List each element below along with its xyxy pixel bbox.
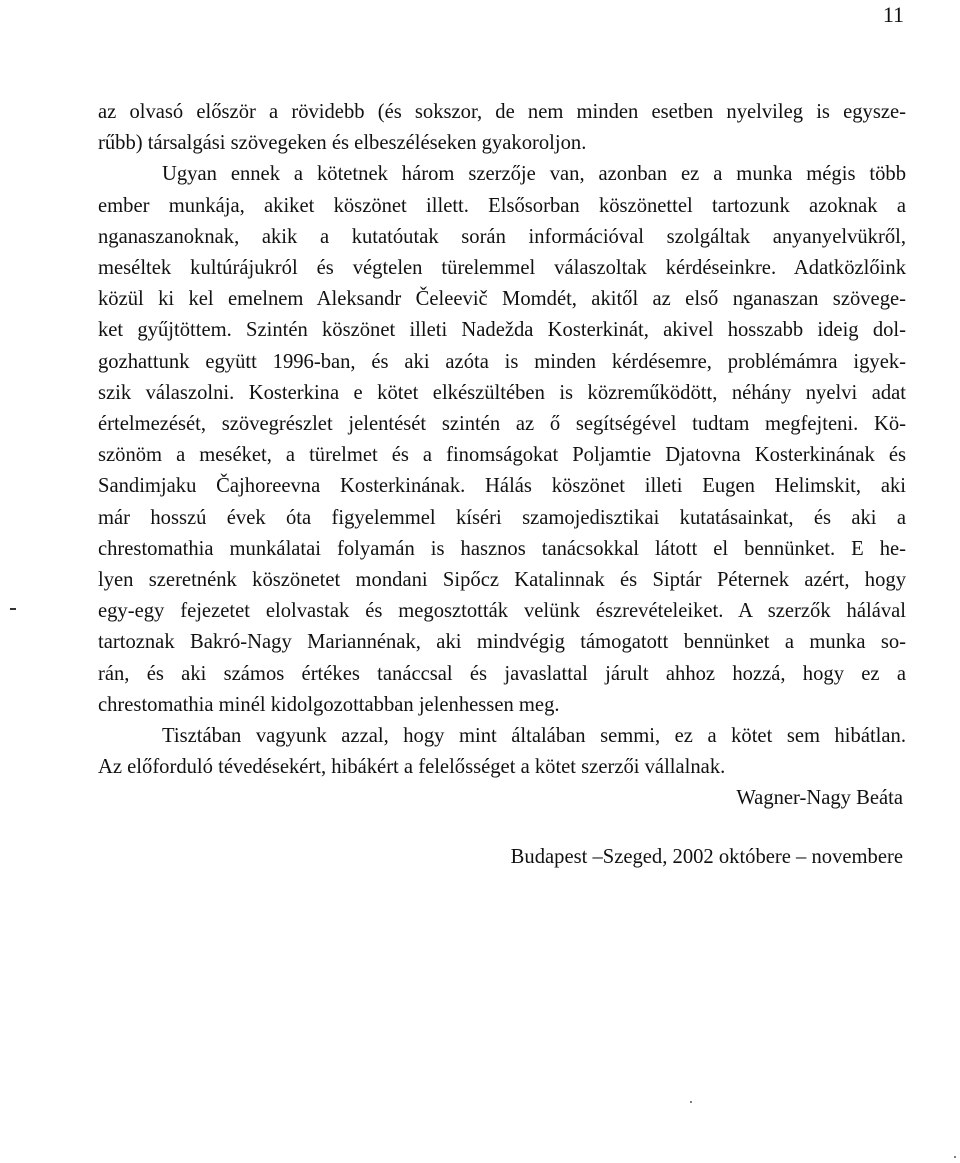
author-signature: Wagner-Nagy Beáta bbox=[736, 787, 903, 809]
text-line: tartoznak Bakró-Nagy Mariannénak, aki mindvégig támogatott bennünket a munka so- bbox=[98, 631, 906, 654]
place-date: Budapest –Szeged, 2002 októbere – novembere bbox=[510, 846, 903, 868]
text-line: ket gyűjtöttem. Szintén köszönet illeti Nadežda Kosterkinát, akivel hosszabb ideig dol- bbox=[98, 319, 906, 342]
text-line: rán, és aki számos értékes tanáccsal és javaslattal járult ahhoz hozzá, hogy ez a bbox=[98, 662, 906, 685]
scan-speck bbox=[954, 1156, 956, 1158]
body-text bbox=[98, 97, 906, 783]
text-line: gozhattunk együtt 1996-ban, és aki azóta is minden kérdésemre, problémámra igyek- bbox=[98, 350, 906, 373]
text-line: egy-egy fejezetet elolvastak és megosztották velünk észrevételeiket. A szerzők hálával bbox=[98, 600, 906, 623]
text-line: már hosszú évek óta figyelemmel kíséri szamojedisztikai kutatásainkat, és aki a bbox=[98, 506, 906, 529]
text-line: Az előforduló tévedésekért, hibákért a felelősséget a kötet szerzői vállalnak. bbox=[98, 756, 726, 779]
scan-speck bbox=[690, 1101, 692, 1103]
text-line: az olvasó először a rövidebb (és sokszor, de nem minden esetben nyelvileg is egysze- bbox=[98, 101, 906, 123]
page-number: 11 bbox=[882, 2, 904, 27]
text-line: értelmezését, szövegrészlet jelentését szintén az ő segítségével tudtam megfejteni. Kö- bbox=[98, 413, 906, 436]
text-line: szik válaszolni. Kosterkina e kötet elkészültében is közreműködött, néhány nyelvi adat bbox=[98, 381, 906, 404]
text-line: közül ki kel emelnem Aleksandr Čeleevič Momdét, akitől az első nganaszan szövege- bbox=[98, 288, 906, 311]
text-line: meséltek kultúrájukról és végtelen türelemmel válaszoltak kérdéseinkre. Adatközlőink bbox=[98, 257, 906, 280]
text-line: chrestomathia minél kidolgozottabban jelenhessen meg. bbox=[98, 693, 560, 716]
text-line: nganaszanoknak, akik a kutatóutak során információval szolgáltak anyanyelvükről, bbox=[98, 225, 906, 248]
text-line: ember munkája, akiket köszönet illett. Elsősorban köszönettel tartozunk azoknak a bbox=[98, 194, 906, 217]
text-line: szönöm a meséket, a türelmet és a finomságokat Poljamtie Djatovna Kosterkinának és bbox=[98, 444, 906, 467]
text-line: rűbb) társalgási szövegeken és elbeszéléseken gyakoroljon. bbox=[98, 132, 587, 155]
text-line: Ugyan ennek a kötetnek három szerzője van, azonban ez a munka mégis több bbox=[162, 163, 906, 186]
margin-mark bbox=[10, 608, 16, 610]
text-line: chrestomathia munkálatai folyamán is hasznos tanácsokkal látott el bennünket. E he- bbox=[98, 537, 906, 560]
text-line: lyen szeretnénk köszönetet mondani Sipőcz Katalinnak és Siptár Péternek azért, hogy bbox=[98, 569, 906, 592]
text-line: Sandimjaku Čajhoreevna Kosterkinának. Hálás köszönet illeti Eugen Helimskit, aki bbox=[98, 475, 906, 498]
text-line: Tisztában vagyunk azzal, hogy mint általában semmi, ez a kötet sem hibátlan. bbox=[162, 725, 906, 748]
